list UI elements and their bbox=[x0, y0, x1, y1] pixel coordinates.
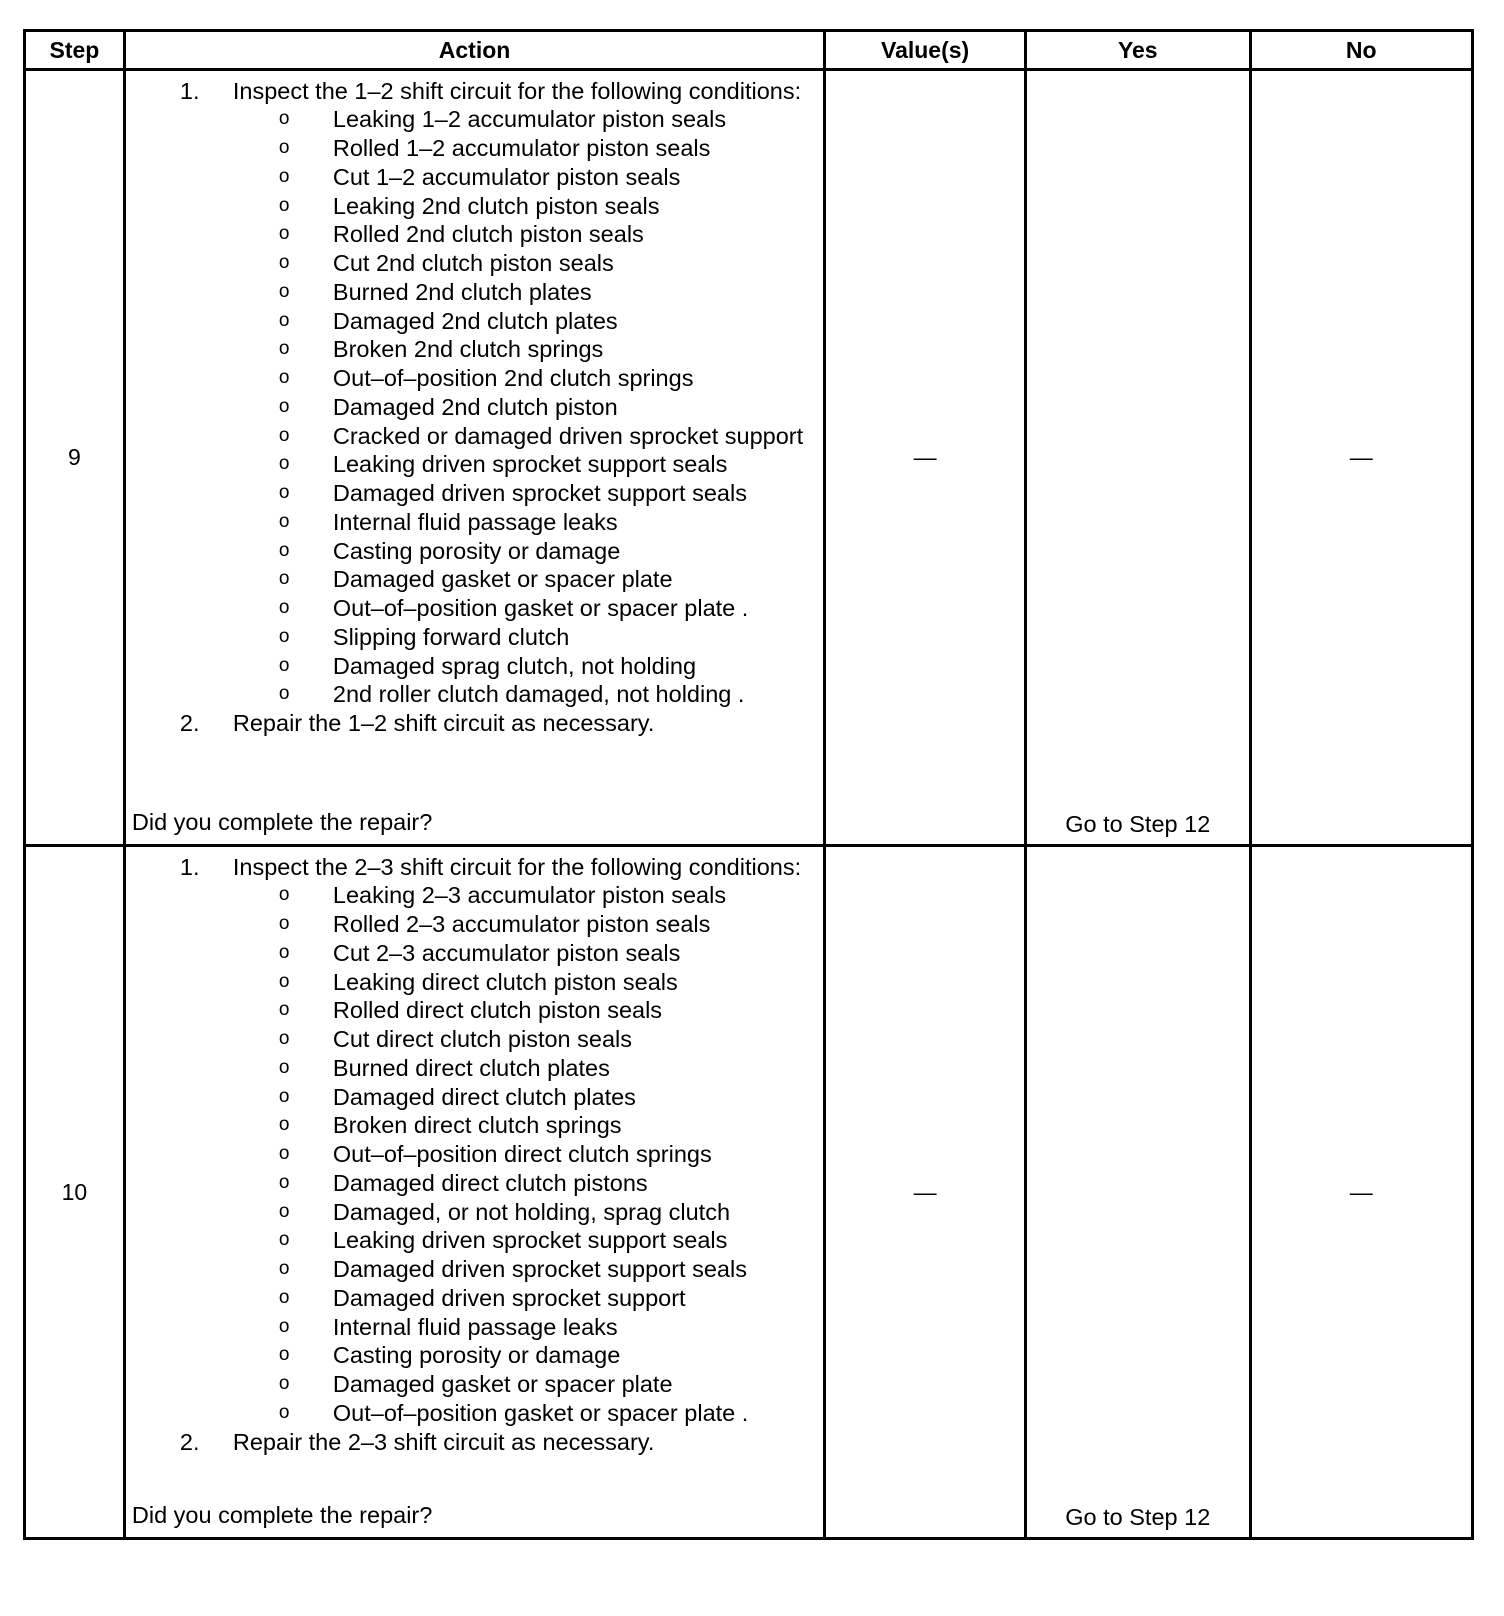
condition-text: Out–of–position gasket or spacer plate . bbox=[332, 595, 749, 621]
table-row bbox=[25, 846, 1473, 1539]
yes-cell bbox=[1026, 70, 1251, 846]
bullet-icon: o bbox=[278, 1056, 290, 1078]
bullet-icon: o bbox=[278, 625, 290, 647]
condition-item bbox=[279, 652, 823, 681]
action-steps bbox=[126, 73, 823, 738]
condition-item bbox=[279, 996, 823, 1025]
condition-text: Cut direct clutch piston seals bbox=[332, 1026, 632, 1052]
condition-text: Leaking 2nd clutch piston seals bbox=[332, 192, 660, 219]
header-row bbox=[25, 31, 1473, 70]
condition-item bbox=[279, 1140, 823, 1169]
bullet-icon: o bbox=[278, 683, 290, 705]
bullet-icon: o bbox=[278, 597, 290, 618]
condition-text: Broken direct clutch springs bbox=[332, 1112, 622, 1139]
condition-text: Internal fluid passage leaks bbox=[332, 508, 618, 535]
yes-goto-link[interactable]: Go to Step 12 bbox=[1065, 811, 1211, 837]
condition-item bbox=[279, 1226, 823, 1255]
bullet-icon: o bbox=[278, 367, 290, 388]
condition-item bbox=[279, 1313, 823, 1342]
condition-item bbox=[279, 968, 823, 997]
condition-item bbox=[279, 680, 823, 709]
condition-text: Damaged sprag clutch, not holding bbox=[332, 652, 697, 679]
condition-item bbox=[279, 393, 823, 422]
bullet-icon: o bbox=[278, 884, 290, 906]
condition-item bbox=[279, 479, 823, 508]
step-item-text: Inspect the 1–2 shift circuit for the following conditions: bbox=[232, 77, 802, 104]
condition-text: Out–of–position direct clutch springs bbox=[332, 1141, 712, 1167]
condition-item bbox=[279, 1198, 823, 1227]
condition-text: Internal fluid passage leaks bbox=[332, 1313, 618, 1340]
no-cell: — bbox=[1250, 846, 1472, 1539]
bullet-icon: o bbox=[278, 1373, 290, 1394]
action-cell bbox=[124, 846, 824, 1539]
condition-item bbox=[279, 1054, 823, 1083]
bullet-icon: o bbox=[278, 654, 290, 676]
condition-text: Cracked or damaged driven sprocket support bbox=[332, 422, 804, 449]
step-item-number: 2. bbox=[179, 710, 200, 736]
step-item-number: 1. bbox=[179, 853, 200, 880]
bullet-icon: o bbox=[278, 1344, 290, 1366]
bullet-icon: o bbox=[278, 1401, 290, 1423]
bullet-icon: o bbox=[278, 194, 290, 216]
values-cell: — bbox=[825, 70, 1026, 846]
condition-text: Leaking 1–2 accumulator piston seals bbox=[332, 106, 727, 133]
step-number: 10 bbox=[25, 846, 125, 1539]
action-step-item bbox=[180, 77, 823, 710]
action-cell bbox=[124, 70, 824, 846]
bullet-icon: o bbox=[278, 1028, 290, 1049]
condition-item bbox=[279, 364, 823, 393]
condition-text: 2nd roller clutch damaged, not holding . bbox=[332, 681, 745, 708]
bullet-icon: o bbox=[278, 1143, 290, 1164]
condition-item bbox=[279, 1255, 823, 1284]
condition-text: Damaged driven sprocket support bbox=[332, 1284, 686, 1311]
condition-item bbox=[279, 537, 823, 566]
condition-text: Damaged direct clutch plates bbox=[332, 1083, 636, 1110]
yes-cell bbox=[1026, 846, 1251, 1539]
conditions-list bbox=[233, 105, 823, 709]
condition-text: Leaking driven sprocket support seals bbox=[332, 1227, 728, 1254]
header-step: Step bbox=[25, 31, 125, 70]
condition-text: Damaged driven sprocket support seals bbox=[332, 1256, 747, 1282]
condition-item bbox=[279, 422, 823, 451]
condition-text: Damaged direct clutch pistons bbox=[332, 1169, 648, 1196]
yes-goto-link[interactable]: Go to Step 12 bbox=[1065, 1504, 1211, 1530]
bullet-icon: o bbox=[278, 913, 290, 934]
condition-item bbox=[279, 1083, 823, 1112]
bullet-icon: o bbox=[278, 482, 290, 503]
bullet-icon: o bbox=[278, 395, 290, 417]
bullet-icon: o bbox=[278, 1229, 290, 1251]
step-number: 9 bbox=[25, 70, 125, 846]
condition-text: Rolled 1–2 accumulator piston seals bbox=[332, 135, 711, 161]
header-values: Value(s) bbox=[825, 31, 1026, 70]
condition-text: Slipping forward clutch bbox=[332, 623, 570, 650]
condition-item bbox=[279, 249, 823, 278]
condition-item bbox=[279, 881, 823, 910]
bullet-icon: o bbox=[278, 424, 290, 446]
condition-text: Damaged driven sprocket support seals bbox=[332, 480, 747, 506]
bullet-icon: o bbox=[278, 941, 290, 963]
condition-text: Cut 2–3 accumulator piston seals bbox=[332, 939, 681, 966]
bullet-icon: o bbox=[278, 1258, 290, 1279]
question-text: Did you complete the repair? bbox=[131, 808, 433, 835]
bullet-icon: o bbox=[278, 338, 290, 360]
condition-item bbox=[279, 910, 823, 939]
question-text: Did you complete the repair? bbox=[131, 1501, 433, 1528]
bullet-icon: o bbox=[278, 539, 290, 561]
condition-item bbox=[279, 450, 823, 479]
condition-text: Leaking driven sprocket support seals bbox=[332, 451, 728, 478]
condition-text: Cut 1–2 accumulator piston seals bbox=[332, 163, 681, 190]
condition-text: Burned 2nd clutch plates bbox=[332, 278, 592, 305]
condition-text: Damaged, or not holding, sprag clutch bbox=[332, 1198, 731, 1225]
condition-text: Damaged gasket or spacer plate bbox=[332, 1371, 673, 1397]
bullet-icon: o bbox=[278, 999, 290, 1021]
bullet-icon: o bbox=[278, 108, 290, 130]
bullet-icon: o bbox=[278, 165, 290, 187]
header-no: No bbox=[1250, 31, 1472, 70]
action-step-item bbox=[180, 1428, 823, 1457]
bullet-icon: o bbox=[278, 970, 290, 992]
action-step-item bbox=[180, 709, 823, 738]
condition-item bbox=[279, 1111, 823, 1140]
condition-item bbox=[279, 565, 823, 594]
condition-item bbox=[279, 939, 823, 968]
diagnostic-table bbox=[23, 29, 1474, 1540]
step-item-text: Repair the 2–3 shift circuit as necessary. bbox=[232, 1428, 655, 1455]
condition-text: Broken 2nd clutch springs bbox=[332, 336, 604, 363]
condition-text: Out–of–position 2nd clutch springs bbox=[332, 365, 694, 391]
bullet-icon: o bbox=[278, 309, 290, 331]
header-yes: Yes bbox=[1026, 31, 1251, 70]
condition-item bbox=[279, 1284, 823, 1313]
condition-item bbox=[279, 1025, 823, 1054]
step-item-number: 2. bbox=[179, 1428, 200, 1455]
header-action: Action bbox=[124, 31, 824, 70]
condition-text: Cut 2nd clutch piston seals bbox=[332, 250, 614, 276]
condition-text: Damaged 2nd clutch plates bbox=[332, 307, 618, 334]
bullet-icon: o bbox=[278, 1171, 290, 1193]
condition-item bbox=[279, 335, 823, 364]
bullet-icon: o bbox=[278, 1085, 290, 1107]
condition-text: Out–of–position gasket or spacer plate . bbox=[332, 1399, 749, 1426]
condition-text: Damaged gasket or spacer plate bbox=[332, 566, 673, 593]
condition-text: Damaged 2nd clutch piston bbox=[332, 393, 618, 420]
action-steps bbox=[126, 849, 823, 1457]
table-row bbox=[25, 70, 1473, 846]
condition-text: Casting porosity or damage bbox=[332, 537, 621, 564]
condition-item bbox=[279, 220, 823, 249]
bullet-icon: o bbox=[278, 1315, 290, 1337]
condition-text: Rolled 2–3 accumulator piston seals bbox=[332, 911, 711, 937]
condition-item bbox=[279, 1341, 823, 1370]
step-item-number: 1. bbox=[179, 77, 200, 104]
condition-item bbox=[279, 134, 823, 163]
conditions-list bbox=[233, 881, 823, 1427]
condition-item bbox=[279, 105, 823, 134]
condition-text: Leaking 2–3 accumulator piston seals bbox=[332, 882, 727, 909]
condition-item bbox=[279, 1370, 823, 1399]
action-step-item bbox=[180, 853, 823, 1428]
bullet-icon: o bbox=[278, 280, 290, 302]
condition-text: Rolled direct clutch piston seals bbox=[332, 997, 663, 1024]
bullet-icon: o bbox=[278, 223, 290, 245]
bullet-icon: o bbox=[278, 510, 290, 532]
condition-text: Leaking direct clutch piston seals bbox=[332, 968, 678, 995]
condition-item bbox=[279, 1399, 823, 1428]
condition-item bbox=[279, 594, 823, 623]
condition-text: Casting porosity or damage bbox=[332, 1342, 621, 1369]
bullet-icon: o bbox=[278, 137, 290, 158]
no-cell: — bbox=[1250, 70, 1472, 846]
condition-text: Rolled 2nd clutch piston seals bbox=[332, 221, 644, 248]
values-cell: — bbox=[825, 846, 1026, 1539]
condition-text: Burned direct clutch plates bbox=[332, 1054, 610, 1081]
condition-item bbox=[279, 278, 823, 307]
step-item-text: Inspect the 2–3 shift circuit for the following conditions: bbox=[232, 853, 802, 880]
bullet-icon: o bbox=[278, 1286, 290, 1308]
step-item-text: Repair the 1–2 shift circuit as necessary. bbox=[232, 710, 655, 736]
bullet-icon: o bbox=[278, 453, 290, 475]
bullet-icon: o bbox=[278, 1114, 290, 1136]
condition-item bbox=[279, 163, 823, 192]
condition-item bbox=[279, 1169, 823, 1198]
bullet-icon: o bbox=[278, 1200, 290, 1222]
condition-item bbox=[279, 508, 823, 537]
condition-item bbox=[279, 307, 823, 336]
bullet-icon: o bbox=[278, 252, 290, 273]
condition-item bbox=[279, 192, 823, 221]
bullet-icon: o bbox=[278, 568, 290, 590]
condition-item bbox=[279, 623, 823, 652]
